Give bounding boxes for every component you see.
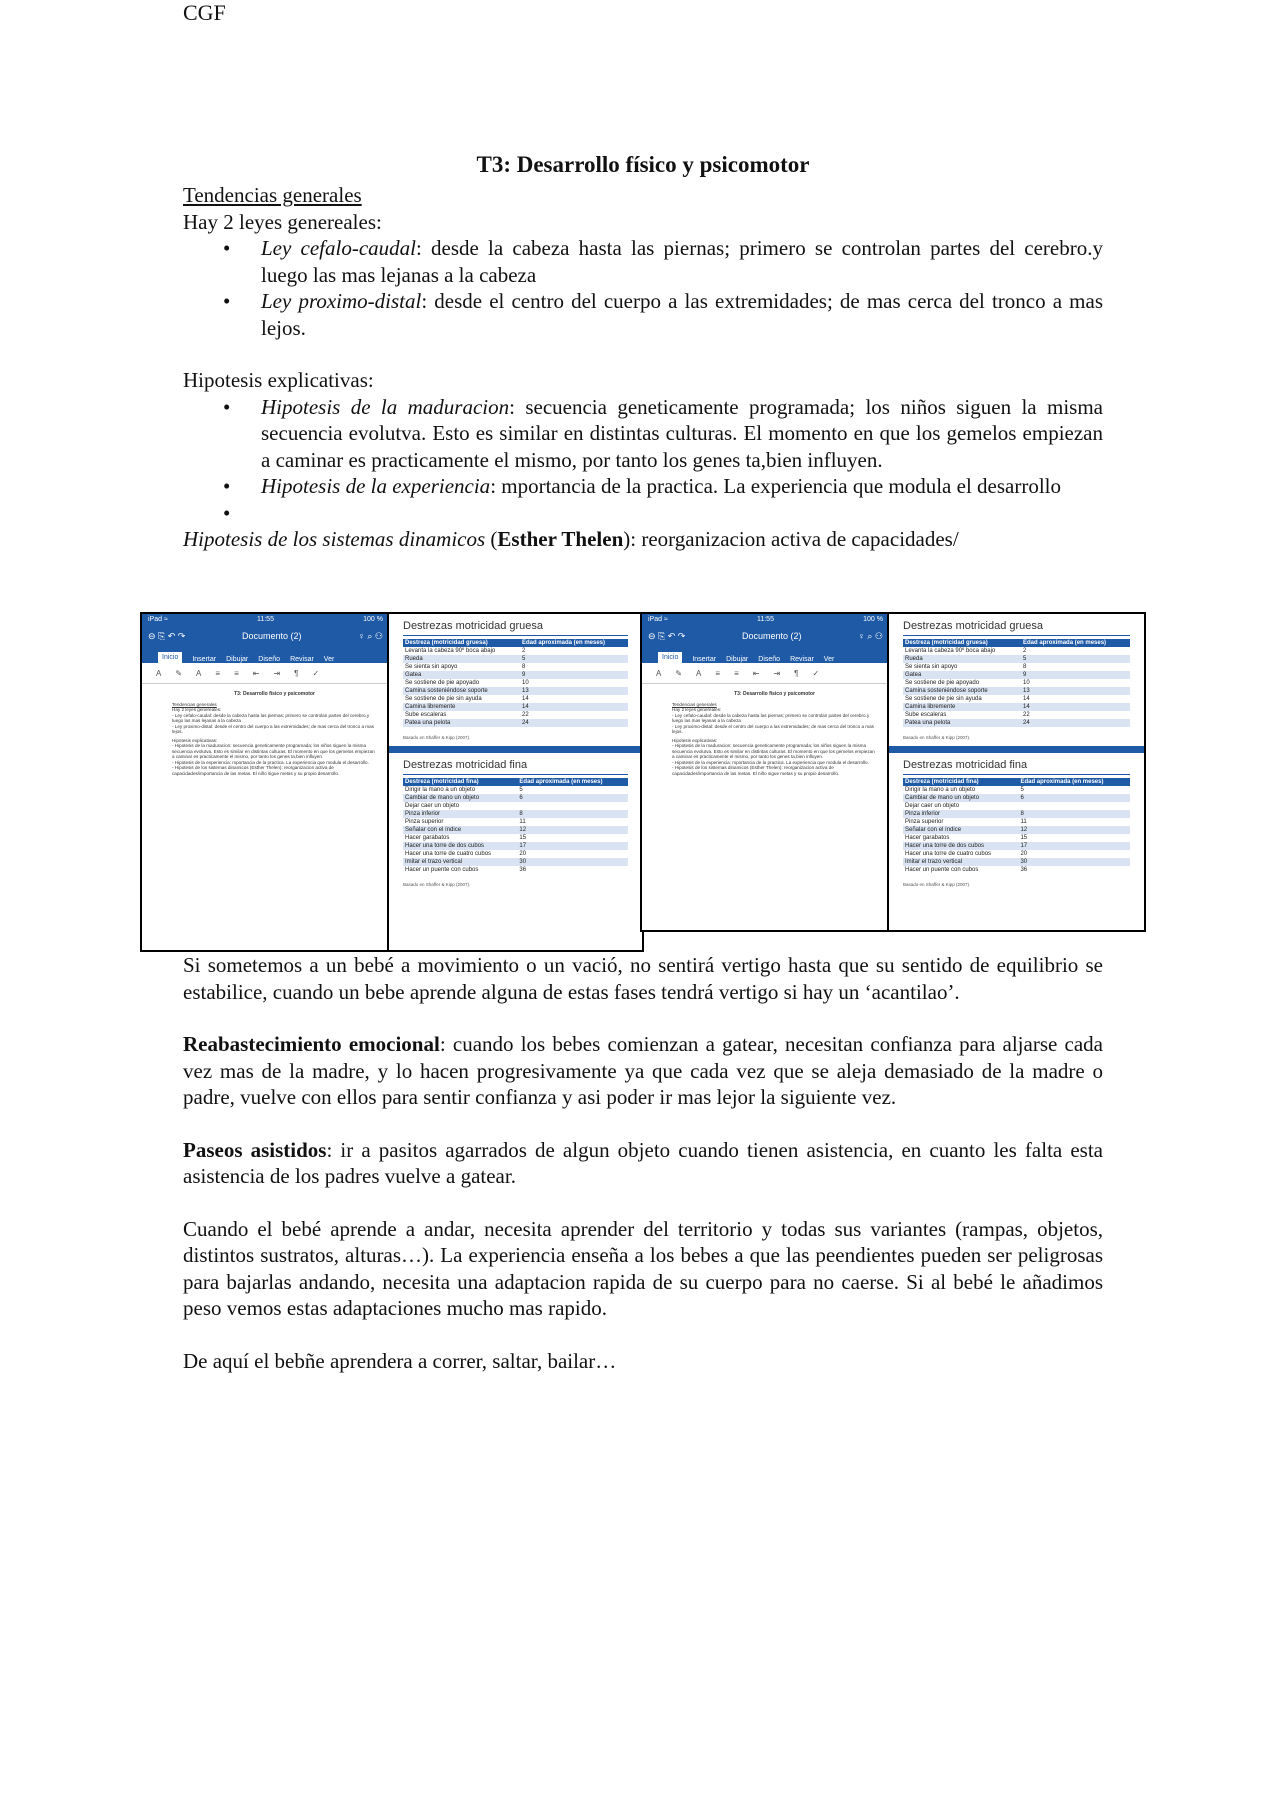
- cell: 8: [520, 663, 628, 671]
- leyes-list: [183, 235, 1103, 341]
- cell: Pinza inferior: [403, 810, 517, 818]
- tab-revisar: Revisar: [290, 656, 314, 663]
- fina-title: Destrezas motricidad fina: [903, 759, 1130, 775]
- cell: 10: [520, 679, 628, 687]
- mini-line: - Hipotesis de la maduracion: secuencia geneticamente programada; los niños siguen la misma secuencia evolutva. Esto es similar en distintas culturas. El momento en que los gemelos empiezan a caminar es practicamente el mismo, por tanto los genes ta,bien influyen.: [172, 743, 375, 759]
- tab-insertar: Insertar: [192, 656, 217, 663]
- cell: 30: [517, 858, 628, 866]
- cell: 17: [1018, 842, 1130, 850]
- table-row: [403, 703, 628, 711]
- cell: 13: [1021, 687, 1130, 695]
- table-row: [403, 834, 628, 842]
- table-row: [403, 671, 628, 679]
- definition: : desde el centro del cuerpo a las extremidades; de mas cerca del tronco a mas lejos.: [261, 289, 1103, 340]
- gruesa-table: [903, 639, 1130, 727]
- table-row: [903, 687, 1130, 695]
- tab-dibujar: Dibujar: [226, 656, 249, 663]
- cell: 5: [520, 655, 628, 663]
- cell: Pinza inferior: [903, 810, 1018, 818]
- cell: 30: [1018, 858, 1130, 866]
- table-row: [403, 850, 628, 858]
- list-item: [261, 394, 1103, 474]
- paren: (: [485, 527, 498, 551]
- word-screenshot-2: [640, 612, 891, 932]
- divider-bar: [389, 746, 642, 753]
- definition: ): reorganizacion activa de capacidades/: [623, 527, 959, 551]
- tab-diseno: Diseño: [758, 656, 781, 663]
- table-row: [403, 842, 628, 850]
- cell: Dirigir la mano a un objeto: [403, 786, 517, 794]
- term: Paseos asistidos: [183, 1137, 327, 1162]
- mini-line: - Ley cefalo-caudal: desde la cabeza hasta las piernas; primero se controlan partes del cerebro.y luego las mas lejanas a la cabeza: [172, 712, 370, 723]
- term: Hipotesis de la maduracion: [261, 394, 510, 419]
- cell: Patea una pelota: [403, 719, 520, 727]
- cell: Hacer un puente con cubos: [403, 866, 517, 874]
- cell: 5: [1021, 655, 1130, 663]
- paragraph-final: De aquí el bebñe aprendera a correr, saltar, bailar…: [183, 1348, 617, 1373]
- cell: Camina sosteniéndose soporte: [403, 687, 520, 695]
- list-item: [261, 235, 1103, 288]
- cell: Hacer un puente con cubos: [903, 866, 1018, 874]
- tab-inicio: Inicio: [658, 652, 682, 663]
- cell: 5: [1018, 786, 1130, 794]
- cell: 22: [520, 711, 628, 719]
- page-header: CGF: [183, 0, 226, 25]
- cell: 11: [1018, 818, 1130, 826]
- table-row: [903, 818, 1130, 826]
- mini-document: [142, 684, 389, 776]
- cell: Señalar con el índice: [403, 826, 517, 834]
- cell: Se sostiene de pie sin ayuda: [903, 695, 1021, 703]
- toolbar-icons: ♀ ⌕ ⚇: [358, 630, 383, 641]
- cell: 12: [517, 826, 628, 834]
- cell: 14: [520, 703, 628, 711]
- cell: Camina libremente: [903, 703, 1021, 711]
- mini-title: T3: Desarrollo físico y psicomotor: [234, 691, 315, 697]
- definition: : ir a pasitos agarrados de algun objeto cuando tienen asistencia, en cuanto les falta esta asistencia de los padres vuelve a gatear.: [183, 1137, 1103, 1188]
- mini-title: T3: Desarrollo físico y psicomotor: [734, 691, 815, 697]
- table-row: [903, 679, 1130, 687]
- fina-source: Basado en Shaffer & Kipp (2007).: [403, 882, 471, 887]
- cell: Dirigir la mano a un objeto: [903, 786, 1018, 794]
- definition: : mportancia de la practica. La experiencia que modula el desarrollo: [490, 474, 1062, 498]
- table-row: [903, 647, 1130, 655]
- cell: Pinza superior: [403, 818, 517, 826]
- cell: 20: [1018, 850, 1130, 858]
- table-row: [903, 719, 1130, 727]
- cell: Hacer una torre de dos cubos: [903, 842, 1018, 850]
- cell: Hacer una torre de cuatro cubos: [903, 850, 1018, 858]
- format-toolbar: A ✎ A ≡ ≡ ⇤ ⇥ ¶ ✓: [642, 663, 889, 684]
- tendencias-heading: Tendencias generales: [183, 183, 362, 207]
- term: Hipotesis de la experiencia: [261, 474, 491, 498]
- cell: 14: [1021, 703, 1130, 711]
- gruesa-source: Basado en Shaffer & Kipp (2007).: [903, 735, 971, 740]
- tab-ver: Ver: [823, 656, 835, 663]
- cell: 36: [517, 866, 628, 874]
- cell: Hacer una torre de dos cubos: [403, 842, 517, 850]
- cell: Se sienta sin apoyo: [903, 663, 1021, 671]
- cell: 12: [1018, 826, 1130, 834]
- table-row: [403, 647, 628, 655]
- table-row: [903, 834, 1130, 842]
- clock: 11:55: [256, 616, 274, 623]
- list-item: [261, 288, 1103, 341]
- hipotesis-intro: Hipotesis explicativas:: [183, 368, 374, 392]
- mini-line: Tendencias generales: [172, 701, 217, 707]
- cell: Levanta la cabeza 90º boca abajo: [903, 647, 1021, 655]
- definition: : desde la cabeza hasta las piernas; primero se controlan partes del cerebro.y luego las mas lejanas a la cabeza: [261, 236, 1103, 287]
- cell: Gatea: [903, 671, 1021, 679]
- paragraph-paseos: [183, 1137, 1103, 1190]
- col-header: Edad aproximada (en meses): [1021, 639, 1130, 647]
- cell: 13: [520, 687, 628, 695]
- table-row: [903, 810, 1130, 818]
- mini-line: - Ley proximo-distal: desde el centro del cuerpo a las extremidades; de mas cerca del tronco a mas lejos.: [172, 723, 374, 734]
- wifi-icon: iPad ≈: [648, 616, 668, 623]
- cell: 24: [1021, 719, 1130, 727]
- table-row: [403, 695, 628, 703]
- term: Reabastecimiento emocional: [183, 1032, 440, 1056]
- table-row: [403, 711, 628, 719]
- cell: Cambiar de mano un objeto: [403, 794, 517, 802]
- gruesa-source: Basado en Shaffer & Kipp (2007).: [403, 735, 471, 740]
- cell: Gatea: [403, 671, 520, 679]
- cell: 9: [1021, 671, 1130, 679]
- table-row: [403, 687, 628, 695]
- table-row: [403, 663, 628, 671]
- cell: 6: [517, 794, 628, 802]
- cell: 5: [517, 786, 628, 794]
- table-row: [403, 655, 628, 663]
- term: Hipotesis de los sistemas dinamicos: [183, 527, 486, 551]
- cell: Dejar caer un objeto: [903, 802, 1018, 810]
- cell: Hacer garabatos: [403, 834, 517, 842]
- table-row: [403, 679, 628, 687]
- doc-title: Documento (2): [241, 631, 302, 641]
- table-row: [903, 826, 1130, 834]
- author: Esther Thelen: [497, 527, 624, 551]
- mini-line: - Hipotesis de la experiencia: mportancia de la practica. La experiencia que modula el desarrollo.: [172, 759, 369, 765]
- paragraph-vertigo: Si sometemos a un bebé a movimiento o un vació, no sentirá vertigo hasta que su sentido de equilibrio se estabilice, cuando un bebe aprende alguna de estas fases tendrá vertigo si hay un ‘acantilao’.: [183, 953, 1103, 1004]
- table-row: [403, 802, 628, 810]
- paragraph-reabastecimiento: [183, 1031, 1103, 1111]
- gruesa-title: Destrezas motricidad gruesa: [903, 620, 1130, 636]
- table-row: [403, 826, 628, 834]
- cell: 20: [517, 850, 628, 858]
- fina-source: Basado en Shaffer & Kipp (2007).: [903, 882, 971, 887]
- gruesa-title: Destrezas motricidad gruesa: [403, 620, 628, 636]
- col-header: Destreza (motricidad fina): [403, 778, 517, 786]
- cell: 2: [520, 647, 628, 655]
- cell: [517, 802, 628, 810]
- cell: Camina libremente: [403, 703, 520, 711]
- doc-title: Documento (2): [741, 631, 802, 641]
- mini-line: - Hipotesis de los sistemas dinamicos (Esther Thelen): reorganizacion activa de capacidades/importancia de las metas. El niño sigue metas y su propio desarrollo.: [172, 765, 340, 776]
- mini-line: Hipotesis explicativas:: [672, 737, 718, 743]
- tab-dibujar: Dibujar: [726, 656, 749, 663]
- table-row: [903, 695, 1130, 703]
- table-row: [403, 810, 628, 818]
- back-icon: ⊖ ⎘ ↶ ↷: [148, 630, 186, 641]
- table-row: [903, 786, 1130, 794]
- cell: Imitar el trazo vertical: [903, 858, 1018, 866]
- tab-revisar: Revisar: [790, 656, 814, 663]
- cell: 14: [1021, 695, 1130, 703]
- page-title: T3: Desarrollo físico y psicomotor: [476, 152, 810, 177]
- cell: 11: [517, 818, 628, 826]
- gruesa-table: [403, 639, 628, 727]
- cell: 14: [520, 695, 628, 703]
- cell: Sube escaleras: [903, 711, 1021, 719]
- divider-bar: [889, 746, 1144, 753]
- mini-line: - Ley proximo-distal: desde el centro del cuerpo a las extremidades; de mas cerca del tronco a mas lejos.: [672, 723, 874, 734]
- col-header: Edad aproximada (en meses): [517, 778, 628, 786]
- cell: Dejar caer un objeto: [403, 802, 517, 810]
- cell: Patea una pelota: [903, 719, 1021, 727]
- cell: Se sostiene de pie apoyado: [403, 679, 520, 687]
- mini-line: - Hipotesis de la maduracion: secuencia geneticamente programada; los niños siguen la misma secuencia evolutva. Esto es similar en distintas culturas. El momento en que los gemelos empiezan a caminar es practicamente el mismo, por tanto los genes ta,bien influyen.: [672, 743, 875, 759]
- mini-line: - Ley cefalo-caudal: desde la cabeza hasta las piernas; primero se controlan partes del cerebro.y luego las mas lejanas a la cabeza: [672, 712, 870, 723]
- cell: 8: [1021, 663, 1130, 671]
- tables-screenshot-2: [887, 612, 1146, 932]
- clock: 11:55: [756, 616, 774, 623]
- table-row: [903, 866, 1130, 874]
- cell: 10: [1021, 679, 1130, 687]
- cell: 8: [1018, 810, 1130, 818]
- battery: 100 %: [363, 616, 383, 623]
- cell: 17: [517, 842, 628, 850]
- cell: Se sienta sin apoyo: [403, 663, 520, 671]
- cell: Cambiar de mano un objeto: [903, 794, 1018, 802]
- cell: 8: [517, 810, 628, 818]
- table-row: [903, 794, 1130, 802]
- table-row: [903, 703, 1130, 711]
- word-screenshot-1: [140, 612, 391, 952]
- format-toolbar: A ✎ A ≡ ≡ ⇤ ⇥ ¶ ✓: [142, 663, 389, 684]
- table-row: [903, 842, 1130, 850]
- table-row: [403, 866, 628, 874]
- mini-line: - Hipotesis de los sistemas dinamicos (Esther Thelen): reorganizacion activa de capacidades/importancia de las metas. El niño sigue metas y su propio desarrollo.: [672, 765, 840, 776]
- tendencias-intro: Hay 2 leyes genereales:: [183, 209, 382, 234]
- cell: 15: [1018, 834, 1130, 842]
- cell: 36: [1018, 866, 1130, 874]
- gruesa-panel: [389, 614, 642, 746]
- hipotesis-list: [183, 394, 1103, 527]
- col-header: Edad aproximada (en meses): [520, 639, 628, 647]
- cell: 15: [517, 834, 628, 842]
- fina-title: Destrezas motricidad fina: [403, 759, 628, 775]
- cell: Hacer una torre de cuatro cubos: [403, 850, 517, 858]
- cell: Se sostiene de pie apoyado: [903, 679, 1021, 687]
- tab-insertar: Insertar: [692, 656, 717, 663]
- cell: Señalar con el índice: [903, 826, 1018, 834]
- table-row: [903, 663, 1130, 671]
- toolbar-icons: ♀ ⌕ ⚇: [858, 630, 883, 641]
- fina-table: [403, 778, 628, 874]
- tables-screenshot-1: [387, 612, 644, 952]
- term: Ley cefalo-caudal: [261, 236, 416, 260]
- table-row: [903, 671, 1130, 679]
- cell: 2: [1021, 647, 1130, 655]
- table-row: [903, 802, 1130, 810]
- fina-table: [903, 778, 1130, 874]
- cell: [1018, 802, 1130, 810]
- cell: Camina sosteniéndose soporte: [903, 687, 1021, 695]
- back-icon: ⊖ ⎘ ↶ ↷: [648, 630, 686, 641]
- cell: 24: [520, 719, 628, 727]
- col-header: Destreza (motricidad gruesa): [903, 639, 1021, 647]
- definition: : secuencia geneticamente programada; los niños siguen la misma secuencia evolutva. Esto es similar en distintas culturas. El momento en que los gemelos empiezan a caminar es practicamente el mismo, por tanto los genes ta,bien influyen.: [261, 394, 1103, 472]
- tab-ver: Ver: [323, 656, 335, 663]
- cell: Pinza superior: [903, 818, 1018, 826]
- col-header: Destreza (motricidad gruesa): [403, 639, 520, 647]
- mini-line: Tendencias generales: [672, 701, 717, 707]
- section-tendencias: [183, 182, 1103, 553]
- tab-inicio: Inicio: [158, 652, 182, 663]
- mini-line: - Hipotesis de la experiencia: mportancia de la practica. La experiencia que modula el desarrollo.: [672, 759, 869, 765]
- table-row: [403, 818, 628, 826]
- cell: Rueda: [403, 655, 520, 663]
- cell: 6: [1018, 794, 1130, 802]
- section-body-2: [183, 952, 1103, 1374]
- cell: Rueda: [903, 655, 1021, 663]
- cell: Hacer garabatos: [903, 834, 1018, 842]
- cell: Se sostiene de pie sin ayuda: [403, 695, 520, 703]
- wifi-icon: iPad ≈: [148, 616, 168, 623]
- table-row: [903, 850, 1130, 858]
- screenshot-collage: [140, 612, 1146, 952]
- mini-line: Hay 2 leyes genereales:: [672, 707, 722, 712]
- col-header: Edad aproximada (en meses): [1018, 778, 1130, 786]
- fina-panel: [389, 753, 642, 893]
- mini-line: Hipotesis explicativas:: [172, 737, 218, 743]
- gruesa-panel: [889, 614, 1144, 746]
- table-row: [903, 711, 1130, 719]
- mini-line: Hay 2 leyes genereales:: [172, 707, 222, 712]
- cell: 9: [520, 671, 628, 679]
- tab-diseno: Diseño: [258, 656, 281, 663]
- table-row: [903, 858, 1130, 866]
- fina-panel: [889, 753, 1144, 893]
- table-row: [403, 786, 628, 794]
- table-row: [403, 794, 628, 802]
- term: Ley proximo-distal: [261, 289, 422, 313]
- col-header: Destreza (motricidad fina): [903, 778, 1018, 786]
- cell: Levanta la cabeza 90º boca abajo: [403, 647, 520, 655]
- table-row: [403, 858, 628, 866]
- cell: 22: [1021, 711, 1130, 719]
- paragraph-andar: Cuando el bebé aprende a andar, necesita aprender del territorio y todas sus variantes (rampas, objetos, distintos sustratos, alturas…). La experiencia enseña a los bebes a que las peendientes pueden ser peligrosas para bajarlas andando, necesita una adaptacion rapida de su cuerpo para no caerse. Si al bebé le añadimos peso vemos estas adaptaciones mucho mas rapido.: [183, 1216, 1103, 1320]
- table-row: [403, 719, 628, 727]
- battery: 100 %: [863, 616, 883, 623]
- table-row: [903, 655, 1130, 663]
- definition: : cuando los bebes comienzan a gatear, necesitan confianza para aljarse cada vez mas de la madre, y lo hacen progresivamente ya que cada vez que se aleja demasiado de la madre o padre, vuelve con ellos para sentir confianza y asi poder ir mas lejor la siguiente vez.: [183, 1032, 1103, 1109]
- cell: Imitar el trazo vertical: [403, 858, 517, 866]
- mini-document: [642, 684, 889, 776]
- list-item: [261, 473, 1103, 500]
- hipotesis-dinamicos: [183, 526, 1103, 553]
- list-item-empty: [261, 500, 1103, 527]
- cell: Sube escaleras: [403, 711, 520, 719]
